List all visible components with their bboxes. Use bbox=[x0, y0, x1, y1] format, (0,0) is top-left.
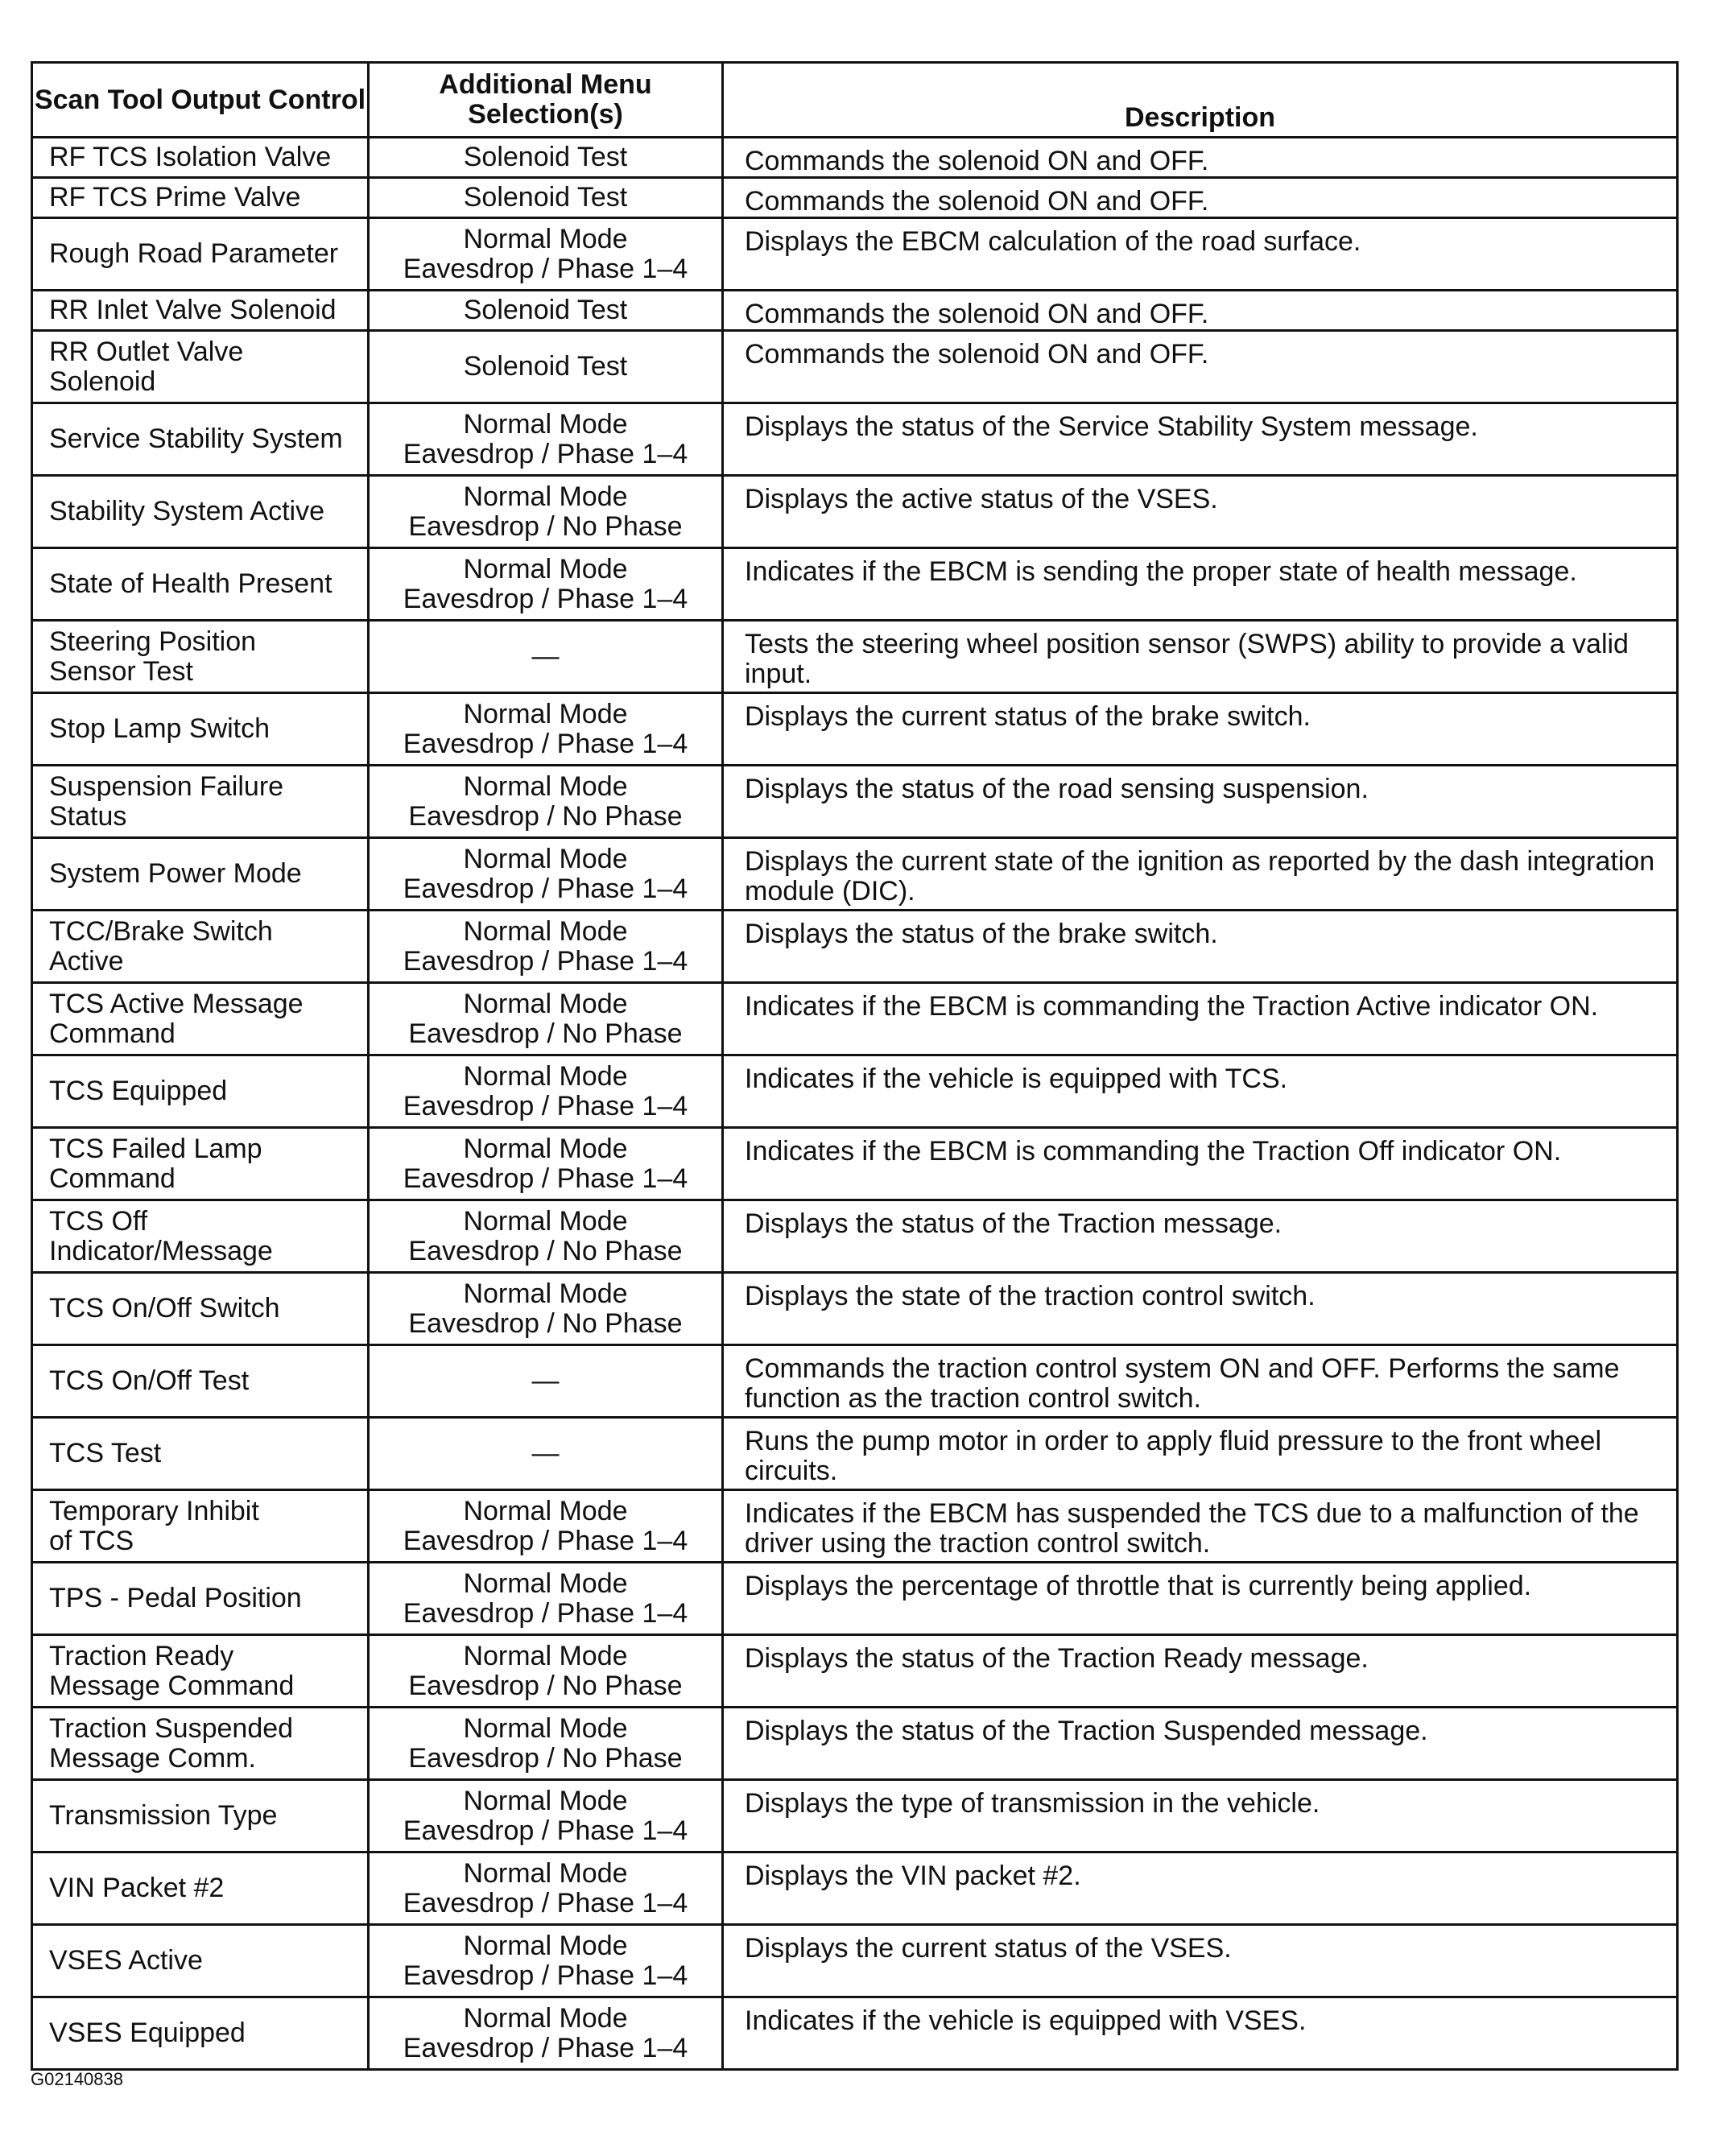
control-text: TCS On/Off Test bbox=[49, 1365, 250, 1396]
control-text: Rough Road Parameter bbox=[49, 238, 339, 269]
control-text: TCS Equipped bbox=[49, 1076, 228, 1106]
control-text: Traction Ready bbox=[49, 1640, 234, 1671]
cell-control bbox=[32, 1925, 369, 1997]
cell-menu-selection bbox=[369, 218, 723, 291]
header-row bbox=[32, 63, 1678, 138]
cell-menu-selection bbox=[369, 1563, 723, 1635]
header-menu: Additional Menu Selection(s) bbox=[369, 63, 723, 138]
scan-tool-output-table bbox=[31, 61, 1679, 2071]
cell-description: Runs the pump motor in order to apply fluid pressure to the front wheel circuits. bbox=[723, 1418, 1678, 1490]
control-text: Sensor Test bbox=[49, 655, 193, 687]
menu-selection-text: Normal Mode bbox=[463, 1640, 628, 1671]
cell-description: Displays the status of the road sensing suspension. bbox=[723, 766, 1678, 838]
cell-description: Commands the solenoid ON and OFF. bbox=[723, 291, 1678, 331]
menu-selection-text: Normal Mode bbox=[463, 1930, 628, 1961]
cell-description: Indicates if the vehicle is equipped with VSES. bbox=[723, 1997, 1678, 2070]
menu-selection-text: — bbox=[531, 1365, 560, 1396]
cell-description: Commands the solenoid ON and OFF. bbox=[723, 331, 1678, 403]
cell-menu-selection bbox=[369, 1490, 723, 1563]
cell-menu-selection bbox=[369, 1852, 723, 1925]
cell-description: Displays the current status of the VSES. bbox=[723, 1925, 1678, 1997]
control-text: Stability System Active bbox=[49, 496, 325, 527]
menu-selection-text: Eavesdrop / Phase 1–4 bbox=[403, 1960, 688, 1991]
table-row bbox=[32, 548, 1678, 621]
cell-menu-selection bbox=[369, 1780, 723, 1852]
table-row bbox=[32, 291, 1678, 331]
table-body bbox=[32, 138, 1678, 2070]
menu-selection-text: Eavesdrop / Phase 1–4 bbox=[403, 873, 688, 904]
menu-selection-text: Normal Mode bbox=[463, 1495, 628, 1526]
cell-menu-selection bbox=[369, 1418, 723, 1490]
cell-control bbox=[32, 766, 369, 838]
cell-control bbox=[32, 548, 369, 621]
control-text: Message Comm. bbox=[49, 1742, 256, 1774]
control-text: VIN Packet #2 bbox=[49, 1873, 225, 1903]
table-row bbox=[32, 1780, 1678, 1852]
control-text: VSES Active bbox=[49, 1945, 203, 1976]
cell-menu-selection bbox=[369, 838, 723, 911]
control-text: System Power Mode bbox=[49, 858, 302, 889]
table-row bbox=[32, 1345, 1678, 1418]
menu-selection-text: Solenoid Test bbox=[463, 295, 628, 325]
control-text: Command bbox=[49, 1163, 176, 1194]
header-description: Description bbox=[723, 63, 1678, 138]
menu-selection-text: Eavesdrop / No Phase bbox=[408, 510, 683, 542]
table-row bbox=[32, 218, 1678, 291]
menu-selection-text: — bbox=[531, 1438, 560, 1468]
cell-control bbox=[32, 403, 369, 476]
control-text: TCS Test bbox=[49, 1438, 162, 1468]
table-row bbox=[32, 1635, 1678, 1708]
table-row bbox=[32, 911, 1678, 983]
cell-description: Indicates if the EBCM is sending the proper state of health message. bbox=[723, 548, 1678, 621]
cell-description: Displays the current state of the ignition as reported by the dash integration module (DIC). bbox=[723, 838, 1678, 911]
cell-description: Tests the steering wheel position sensor (SWPS) ability to provide a valid input. bbox=[723, 621, 1678, 693]
cell-menu-selection bbox=[369, 693, 723, 766]
cell-menu-selection bbox=[369, 1635, 723, 1708]
cell-menu-selection bbox=[369, 403, 723, 476]
control-text: Status bbox=[49, 800, 127, 832]
cell-menu-selection bbox=[369, 291, 723, 331]
cell-control bbox=[32, 1418, 369, 1490]
menu-selection-text: Eavesdrop / No Phase bbox=[408, 1018, 683, 1049]
menu-selection-text: Solenoid Test bbox=[463, 142, 628, 172]
cell-menu-selection bbox=[369, 138, 723, 178]
cell-control bbox=[32, 621, 369, 693]
cell-description: Displays the current status of the brake switch. bbox=[723, 693, 1678, 766]
menu-selection-text: Normal Mode bbox=[463, 1278, 628, 1309]
cell-control bbox=[32, 1852, 369, 1925]
cell-control bbox=[32, 1780, 369, 1852]
control-text: of TCS bbox=[49, 1525, 134, 1556]
table-row bbox=[32, 331, 1678, 403]
cell-control bbox=[32, 138, 369, 178]
table-row bbox=[32, 1273, 1678, 1345]
cell-control bbox=[32, 1708, 369, 1780]
control-text: VSES Equipped bbox=[49, 2018, 246, 2048]
table-row bbox=[32, 1418, 1678, 1490]
cell-description: Displays the VIN packet #2. bbox=[723, 1852, 1678, 1925]
control-text: TCS Off bbox=[49, 1205, 148, 1237]
cell-description: Displays the EBCM calculation of the road surface. bbox=[723, 218, 1678, 291]
menu-selection-text: Eavesdrop / Phase 1–4 bbox=[403, 253, 688, 284]
control-text: Service Stability System bbox=[49, 423, 343, 454]
menu-selection-text: Eavesdrop / No Phase bbox=[408, 1307, 683, 1339]
cell-control bbox=[32, 1273, 369, 1345]
cell-control bbox=[32, 1055, 369, 1128]
table-row bbox=[32, 838, 1678, 911]
control-text: TCC/Brake Switch bbox=[49, 915, 273, 947]
table-row bbox=[32, 693, 1678, 766]
table-row bbox=[32, 1925, 1678, 1997]
menu-selection-text: Normal Mode bbox=[463, 1133, 628, 1164]
cell-menu-selection bbox=[369, 1925, 723, 1997]
cell-control bbox=[32, 218, 369, 291]
menu-selection-text: Eavesdrop / Phase 1–4 bbox=[403, 1887, 688, 1919]
control-text: Message Command bbox=[49, 1670, 295, 1701]
table-row bbox=[32, 403, 1678, 476]
cell-description: Displays the state of the traction control switch. bbox=[723, 1273, 1678, 1345]
cell-description: Displays the status of the Traction Ready message. bbox=[723, 1635, 1678, 1708]
cell-menu-selection bbox=[369, 1997, 723, 2070]
menu-selection-text: Normal Mode bbox=[463, 698, 628, 729]
menu-selection-text: Normal Mode bbox=[463, 2002, 628, 2034]
cell-description: Indicates if the vehicle is equipped with TCS. bbox=[723, 1055, 1678, 1128]
menu-selection-text: Eavesdrop / Phase 1–4 bbox=[403, 1090, 688, 1121]
cell-control bbox=[32, 1563, 369, 1635]
table-row bbox=[32, 1852, 1678, 1925]
cell-description: Displays the status of the brake switch. bbox=[723, 911, 1678, 983]
cell-control bbox=[32, 291, 369, 331]
menu-selection-text: Normal Mode bbox=[463, 1567, 628, 1599]
menu-selection-text: Normal Mode bbox=[463, 1785, 628, 1816]
cell-menu-selection bbox=[369, 1055, 723, 1128]
menu-selection-text: Eavesdrop / Phase 1–4 bbox=[403, 438, 688, 469]
cell-control bbox=[32, 1635, 369, 1708]
figure-id: G02140838 bbox=[31, 2069, 123, 2089]
cell-description: Displays the type of transmission in the vehicle. bbox=[723, 1780, 1678, 1852]
control-text: Temporary Inhibit bbox=[49, 1495, 259, 1526]
table-row bbox=[32, 1563, 1678, 1635]
table-row bbox=[32, 1997, 1678, 2070]
cell-control bbox=[32, 983, 369, 1055]
cell-menu-selection bbox=[369, 1128, 723, 1200]
control-text: RR Outlet Valve bbox=[49, 336, 244, 367]
menu-selection-text: Eavesdrop / Phase 1–4 bbox=[403, 1163, 688, 1194]
cell-description: Commands the traction control system ON and OFF. Performs the same function as the traction control switch. bbox=[723, 1345, 1678, 1418]
control-text: Transmission Type bbox=[49, 1800, 278, 1831]
cell-menu-selection bbox=[369, 1708, 723, 1780]
menu-selection-text: Normal Mode bbox=[463, 1857, 628, 1889]
menu-selection-text: Eavesdrop / No Phase bbox=[408, 1235, 683, 1266]
menu-selection-text: Normal Mode bbox=[463, 553, 628, 584]
menu-selection-text: Eavesdrop / Phase 1–4 bbox=[403, 583, 688, 614]
table-row bbox=[32, 621, 1678, 693]
control-text: TPS - Pedal Position bbox=[49, 1583, 302, 1613]
cell-menu-selection bbox=[369, 1200, 723, 1273]
cell-description: Displays the percentage of throttle that is currently being applied. bbox=[723, 1563, 1678, 1635]
menu-selection-text: — bbox=[531, 641, 560, 671]
menu-selection-text: Eavesdrop / Phase 1–4 bbox=[403, 1597, 688, 1629]
control-text: Steering Position bbox=[49, 626, 257, 657]
menu-selection-text: Eavesdrop / Phase 1–4 bbox=[403, 728, 688, 759]
cell-menu-selection bbox=[369, 911, 723, 983]
cell-menu-selection bbox=[369, 178, 723, 218]
control-text: TCS Active Message bbox=[49, 988, 304, 1019]
menu-selection-text: Normal Mode bbox=[463, 1205, 628, 1237]
table-row bbox=[32, 983, 1678, 1055]
menu-selection-text: Solenoid Test bbox=[463, 351, 628, 382]
table-row bbox=[32, 766, 1678, 838]
cell-description: Displays the active status of the VSES. bbox=[723, 476, 1678, 548]
cell-menu-selection bbox=[369, 331, 723, 403]
menu-selection-text: Eavesdrop / Phase 1–4 bbox=[403, 1525, 688, 1556]
table-row bbox=[32, 1490, 1678, 1563]
cell-control bbox=[32, 1997, 369, 2070]
control-text: Indicator/Message bbox=[49, 1235, 273, 1266]
table-row bbox=[32, 178, 1678, 218]
menu-selection-text: Normal Mode bbox=[463, 223, 628, 254]
menu-selection-text: Normal Mode bbox=[463, 1712, 628, 1744]
cell-menu-selection bbox=[369, 766, 723, 838]
control-text: TCS On/Off Switch bbox=[49, 1293, 280, 1324]
menu-selection-text: Normal Mode bbox=[463, 988, 628, 1019]
cell-description: Displays the status of the Traction message. bbox=[723, 1200, 1678, 1273]
table-row bbox=[32, 1200, 1678, 1273]
cell-control bbox=[32, 838, 369, 911]
control-text: State of Health Present bbox=[49, 568, 332, 599]
cell-description: Displays the status of the Traction Suspended message. bbox=[723, 1708, 1678, 1780]
control-text: Active bbox=[49, 945, 124, 977]
cell-control bbox=[32, 331, 369, 403]
cell-control bbox=[32, 911, 369, 983]
control-text: Traction Suspended bbox=[49, 1712, 294, 1744]
menu-selection-text: Eavesdrop / Phase 1–4 bbox=[403, 2032, 688, 2063]
cell-menu-selection bbox=[369, 1345, 723, 1418]
control-text: TCS Failed Lamp bbox=[49, 1133, 262, 1164]
cell-description: Commands the solenoid ON and OFF. bbox=[723, 178, 1678, 218]
menu-selection-text: Eavesdrop / No Phase bbox=[408, 1670, 683, 1701]
menu-selection-text: Normal Mode bbox=[463, 481, 628, 512]
control-text: Solenoid bbox=[49, 366, 156, 397]
cell-menu-selection bbox=[369, 476, 723, 548]
menu-selection-text: Normal Mode bbox=[463, 915, 628, 947]
menu-selection-text: Eavesdrop / Phase 1–4 bbox=[403, 1815, 688, 1846]
cell-description: Indicates if the EBCM is commanding the Traction Off indicator ON. bbox=[723, 1128, 1678, 1200]
menu-selection-text: Normal Mode bbox=[463, 843, 628, 874]
table-row bbox=[32, 138, 1678, 178]
menu-selection-text: Normal Mode bbox=[463, 1060, 628, 1092]
cell-description: Displays the status of the Service Stability System message. bbox=[723, 403, 1678, 476]
cell-description: Indicates if the EBCM is commanding the Traction Active indicator ON. bbox=[723, 983, 1678, 1055]
cell-control bbox=[32, 1128, 369, 1200]
control-text: Suspension Failure bbox=[49, 770, 284, 802]
cell-description: Indicates if the EBCM has suspended the TCS due to a malfunction of the driver using the traction control switch. bbox=[723, 1490, 1678, 1563]
table-row bbox=[32, 476, 1678, 548]
table-row bbox=[32, 1055, 1678, 1128]
menu-selection-text: Eavesdrop / No Phase bbox=[408, 1742, 683, 1774]
control-text: RF TCS Isolation Valve bbox=[49, 142, 332, 172]
control-text: Command bbox=[49, 1018, 176, 1049]
cell-control bbox=[32, 1490, 369, 1563]
table-row bbox=[32, 1708, 1678, 1780]
menu-selection-text: Eavesdrop / Phase 1–4 bbox=[403, 945, 688, 977]
cell-control bbox=[32, 1345, 369, 1418]
control-text: Stop Lamp Switch bbox=[49, 713, 271, 744]
cell-menu-selection bbox=[369, 621, 723, 693]
control-text: RR Inlet Valve Solenoid bbox=[49, 295, 337, 325]
table-row bbox=[32, 1128, 1678, 1200]
cell-menu-selection bbox=[369, 548, 723, 621]
control-text: RF TCS Prime Valve bbox=[49, 182, 301, 213]
cell-menu-selection bbox=[369, 983, 723, 1055]
cell-menu-selection bbox=[369, 1273, 723, 1345]
menu-selection-text: Normal Mode bbox=[463, 408, 628, 440]
menu-selection-text: Eavesdrop / No Phase bbox=[408, 800, 683, 832]
cell-control bbox=[32, 178, 369, 218]
menu-selection-text: Solenoid Test bbox=[463, 182, 628, 213]
cell-control bbox=[32, 1200, 369, 1273]
cell-control bbox=[32, 476, 369, 548]
menu-selection-text: Normal Mode bbox=[463, 770, 628, 802]
header-control: Scan Tool Output Control bbox=[32, 63, 369, 138]
cell-control bbox=[32, 693, 369, 766]
cell-description: Commands the solenoid ON and OFF. bbox=[723, 138, 1678, 178]
